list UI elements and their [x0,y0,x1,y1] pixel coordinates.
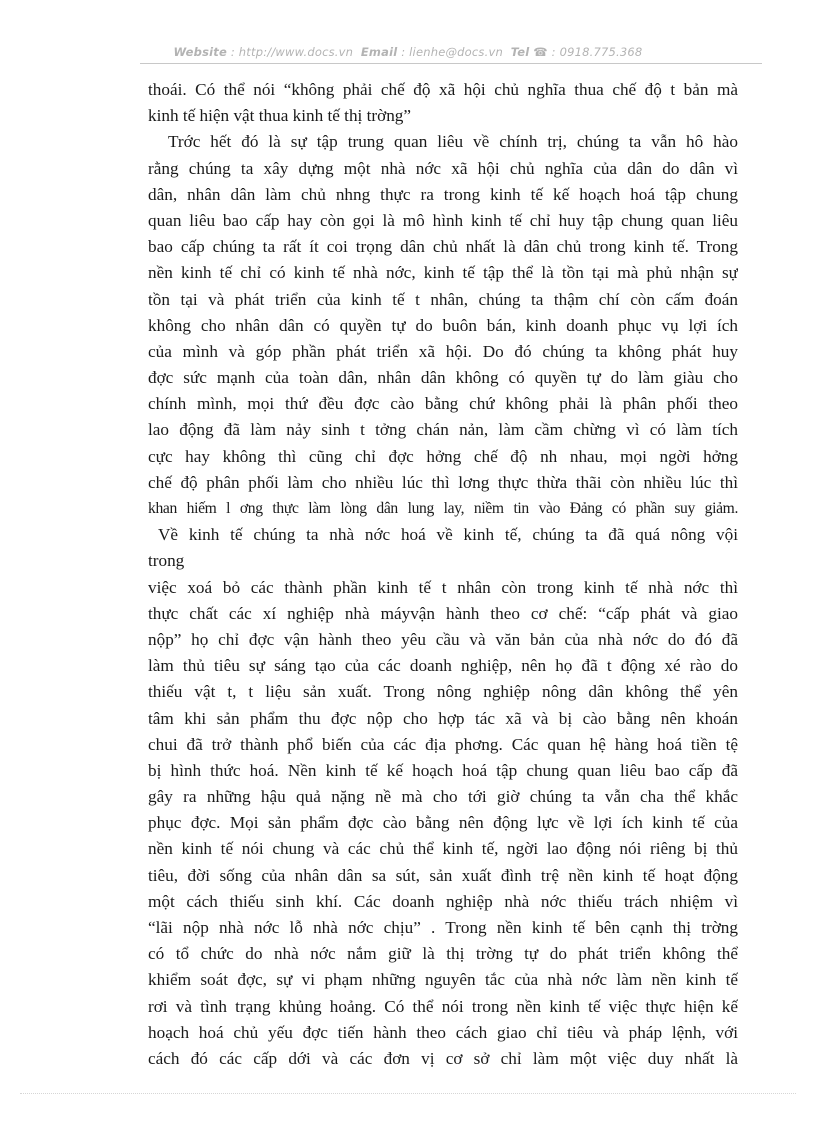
text-line: việc xoá bỏ các thành phần kinh tế t nhân còn trong kinh tế nhà nớc thì [148,577,738,597]
text-line: của mình và góp phần phát triển xã hội. Do đó chúng ta không phát huy [148,341,738,361]
text-line: chui đã trở thành phổ biến của các địa phơng. Các quan hệ hàng hoá tiền tệ [148,734,738,754]
tel-number: ☎ : 0918.775.368 [533,45,643,59]
text-line: khan hiếm l ơng thực làm lòng dân lung lay, niềm tin vào Đảng có phần suy giảm. [148,500,738,517]
text-line: trong [148,551,185,571]
website-label: Website [173,45,227,59]
text-line: bao cấp chúng ta rất ít coi trọng dân chủ nhất là dân chủ trong kinh tế. Trong [148,237,738,257]
text-line: thực chất các xí nghiệp nhà máyvận hành theo cơ chế: “cấp phát và giao [148,603,738,623]
text-line: nộp” họ chỉ đợc vận hành theo yêu cầu và văn bản của nhà nớc do đó đã [148,629,738,649]
text-line: kinh tế hiện vật thua kinh tế thị trờng” [148,106,412,126]
text-line: rơi và tình trạng khủng hoảng. Có thể nói trong nền kinh tế việc thực hiện kế [148,996,738,1016]
text-line: tồn tại và phát triển của kinh tế t nhân, chúng ta thậm chí còn cấm đoán [148,289,738,309]
header-divider [140,63,762,64]
text-line: cách đó các cấp dới và các đơn vị cơ sở chỉ làm một việc duy nhất là [148,1048,738,1068]
text-line: Về kinh tế chúng ta nhà nớc hoá về kinh tế, chúng ta đã quá nông vội [158,525,738,545]
text-line: nền kinh tế chỉ có kinh tế nhà nớc, kinh tế tập thể là tồn tại mà phủ nhận sự [148,263,738,283]
text-line: quan liêu bao cấp hay còn gọi là mô hình kinh tế chỉ huy tập chung quan liêu [148,210,738,230]
text-line: phục đợc. Mọi sản phẩm đợc cào bằng nên động lực về lợi ích kinh tế của [148,813,738,833]
footer-divider [20,1093,796,1094]
text-line: cực hay không thì cũng chỉ đợc hởng chế độ nh nhau, mọi ngời hởng [148,446,738,466]
text-line: thiếu vật t, t liệu sản xuất. Trong nông nghiệp nông dân không thể yên [148,682,738,702]
text-line: dân, nhân dân làm chủ nhng thực ra trong kinh tế kế hoạch hoá tập chung [148,184,738,204]
text-line: lao động đã làm nảy sinh t tởng chán nản, làm cầm chừng vì có làm tích [148,420,738,440]
text-line: hoạch hoá chủ yếu đợc tiến hành theo cách giao chỉ tiêu và pháp lệnh, với [148,1022,738,1042]
text-line: không cho nhân dân có quyền tự do buôn bán, kinh doanh phục vụ lợi ích [148,315,738,335]
text-line: chế độ phân phối làm cho nhiều lúc thì lơng thực thừa thãi còn nhiều lúc thì [148,472,738,492]
text-line: Trớc hết đó là sự tập trung quan liêu về chính trị, chúng ta vẫn hô hào [168,132,738,152]
website-url: : http://www.docs.vn [230,45,354,59]
text-line: thoái. Có thể nói “không phải chế độ xã hội chủ nghĩa thua chế độ t bản mà [148,80,738,99]
text-line: làm thủ tiêu sự sáng tạo của các doanh nghiệp, nên họ đã t động xé rào do [148,656,738,676]
tel-label: Tel [510,45,530,59]
document-body [148,77,738,1072]
page-header [0,45,816,59]
text-line: đợc sức mạnh của toàn dân, nhân dân không có quyền tự do làm giàu cho [148,368,738,388]
text-line: gây ra những hậu quả nặng nề mà cho tới giờ chúng ta vẫn cha thể khắc [148,787,738,807]
text-line: nền kinh tế nói chung và các chủ thể kinh tế, ngời lao động nói riêng bị thủ [148,839,738,859]
text-line: tiêu, đời sống của nhân dân sa sút, sản xuất đình trệ nền kinh tế hoạt động [148,865,738,885]
text-line: bị hình thức hoá. Nền kinh tế kế hoạch hoá tập chung quan liêu bao cấp đã [148,760,738,780]
text-line: tâm khi sản phẩm thu đợc nộp cho hợp tác xã và bị cào bằng nên khoán [148,708,738,728]
text-line: chính mình, mọi thứ đều đợc cào bằng chứ không phải là phân phối theo [148,394,738,414]
text-line: có tổ chức do nhà nớc nắm giữ là thị trờng tự do phát triển không thể [148,944,738,964]
text-line: rằng chúng ta xây dựng một nhà nớc xã hội chủ nghĩa của dân do dân vì [148,158,738,178]
text-line: khiểm soát đợc, sự vi phạm những nguyên tắc của nhà nớc làm nền kinh tế [148,970,738,990]
text-line: một cách thiếu sinh khí. Các doanh nghiệp nhà nớc thiếu trách nhiệm vì [148,891,738,911]
email-label: Email [360,45,398,59]
text-line: “lãi nộp nhà nớc lỗ nhà nớc chịu” . Trong nền kinh tế bên cạnh thị trờng [148,918,738,937]
email-address: : lienhe@docs.vn [401,45,503,59]
